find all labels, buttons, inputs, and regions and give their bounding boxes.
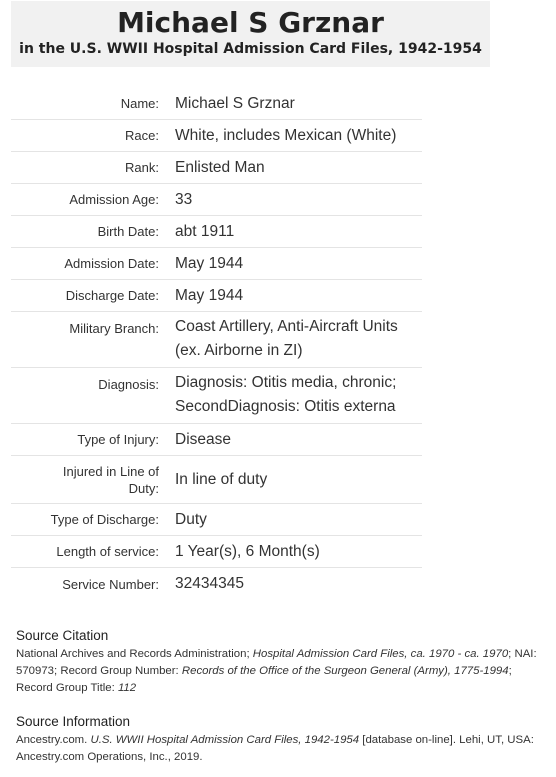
field-label: Diagnosis:	[98, 377, 159, 392]
row-admission-age	[11, 184, 422, 216]
field-value-line: (ex. Airborne in ZI)	[175, 342, 303, 359]
field-value: Enlisted Man	[175, 158, 265, 176]
field-value: May 1944	[175, 286, 244, 304]
field-value: abt 1911	[175, 222, 235, 240]
field-value-line: Diagnosis: Otitis media, chronic;	[175, 374, 397, 391]
row-diagnosis	[11, 368, 422, 424]
row-race	[11, 120, 422, 152]
row-type-of-discharge	[11, 504, 422, 536]
field-value-line: SecondDiagnosis: Otitis externa	[175, 398, 396, 415]
field-label: Type of Injury:	[77, 432, 159, 447]
row-rank	[11, 152, 422, 184]
field-label-line: Injured in Line of	[62, 463, 159, 479]
field-label: Type of Discharge:	[50, 512, 159, 527]
row-service-number	[11, 568, 422, 600]
row-admission-date	[11, 248, 422, 280]
field-value: Duty	[175, 510, 207, 528]
field-value	[159, 368, 422, 419]
row-military-branch	[11, 312, 422, 368]
record-header	[11, 1, 490, 67]
field-value: White, includes Mexican (White)	[175, 126, 397, 144]
field-value: 32434345	[175, 575, 244, 592]
field-label-line: Duty:	[128, 480, 159, 496]
record-details-table	[11, 88, 422, 600]
source-information	[16, 713, 546, 766]
source-information-heading: Source Information	[16, 714, 131, 729]
source-citation	[16, 627, 546, 697]
source-information-text: Ancestry.com. U.S. WWII Hospital Admission Card Files, 1942-1954 [database on-line]. Lehi, UT, USA: Ancestry.com Operations, Inc., 2019.	[16, 734, 534, 763]
source-citation-heading: Source Citation	[16, 628, 109, 643]
field-label: Admission Age:	[69, 192, 159, 207]
field-label: Service Number:	[62, 576, 159, 592]
person-name-title: Michael S Grznar	[117, 6, 384, 39]
field-value: 33	[175, 190, 193, 208]
field-value: Disease	[175, 430, 231, 448]
row-length-of-service	[11, 536, 422, 568]
row-birth-date	[11, 216, 422, 248]
field-value	[159, 312, 422, 363]
field-value: May 1944	[175, 254, 244, 272]
field-label: Rank:	[125, 160, 159, 175]
field-label: Birth Date:	[97, 224, 159, 239]
field-label: Military Branch:	[69, 321, 159, 336]
field-value: 1 Year(s), 6 Month(s)	[175, 542, 320, 560]
row-discharge-date	[11, 280, 422, 312]
field-value: In line of duty	[175, 470, 268, 488]
field-label: Race:	[125, 128, 159, 143]
source-citation-text: National Archives and Records Administration; Hospital Admission Card Files, ca. 1970 - ca. 1970; NAI: 570973; Record Group Number: Records of the Office of the Surgeon General (Army), 1775-1994; Record Group Title: 112	[16, 648, 537, 694]
field-label: Admission Date:	[64, 256, 159, 271]
field-value-line: Coast Artillery, Anti-Aircraft Units	[175, 318, 398, 335]
row-injured-in-line-of-duty	[11, 456, 422, 504]
row-name	[11, 88, 422, 120]
field-value: Michael S Grznar	[175, 94, 295, 112]
field-label: Discharge Date:	[65, 288, 159, 303]
field-label	[11, 463, 159, 497]
field-label: Length of service:	[56, 544, 159, 559]
collection-subtitle: in the U.S. WWII Hospital Admission Card Files, 1942-1954	[19, 41, 482, 57]
field-label: Name:	[120, 96, 159, 111]
row-type-of-injury	[11, 424, 422, 456]
